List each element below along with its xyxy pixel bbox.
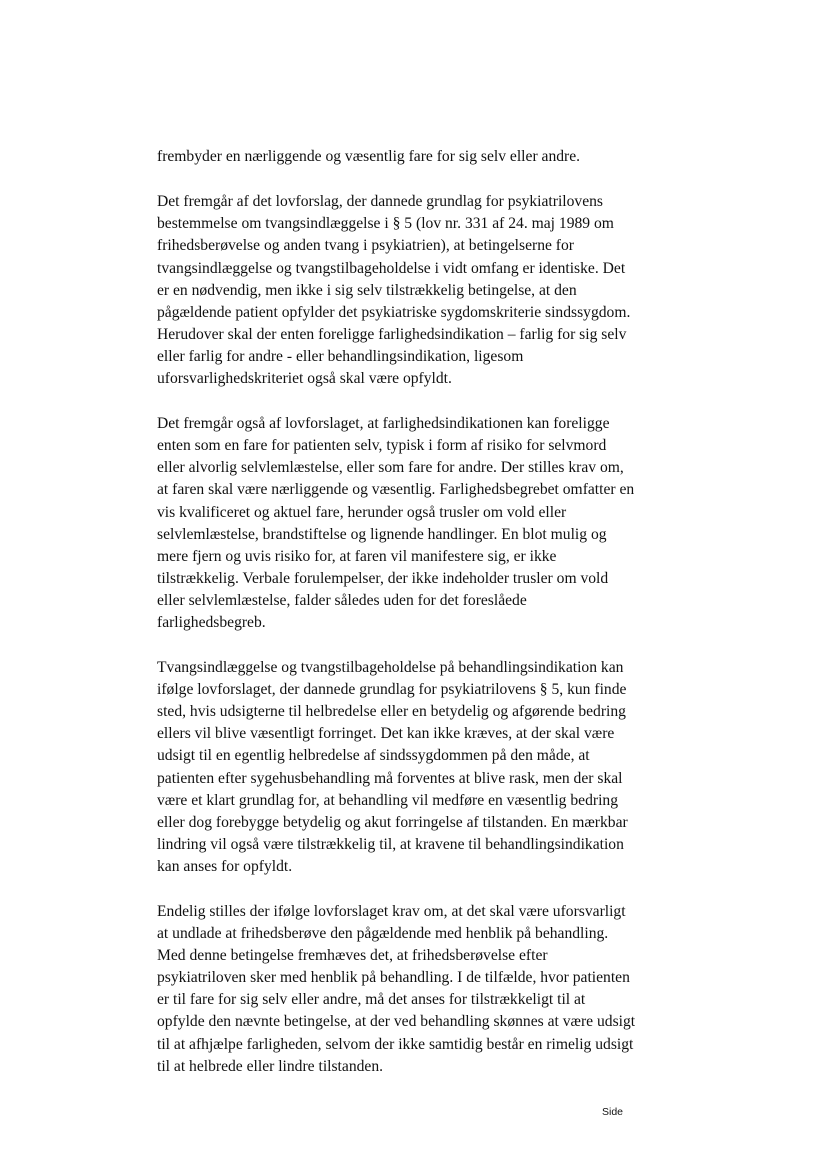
text-line: udsigt til en egentlig helbredelse af sindssygdommen på den måde, at bbox=[157, 747, 590, 764]
text-line: lindring vil også være tilstrækkelig til, at kravene til behandlingsindikation bbox=[157, 836, 624, 853]
text-line: uforsvarlighedskriteriet også skal være opfyldt. bbox=[157, 370, 452, 387]
text-line: eller dog forebygge betydelig og akut forringelse af tilstanden. En mærkbar bbox=[157, 814, 628, 831]
text-line: være et klart grundlag for, at behandling vil medføre en væsentlig bedring bbox=[157, 792, 618, 809]
text-line: til at afhjælpe farligheden, selvom der ikke samtidig består en rimelig udsigt bbox=[157, 1036, 634, 1053]
text-line: vis kvalificeret og aktuel fare, herunder også trusler om vold eller bbox=[157, 504, 567, 521]
text-line: patienten efter sygehusbehandling må forventes at blive rask, men der skal bbox=[157, 770, 623, 787]
text-line: at faren skal være nærliggende og væsentlig. Farlighedsbegrebet omfatter en bbox=[157, 481, 635, 498]
text-line: eller selvlemlæstelse, falder således uden for det foreslåede bbox=[157, 592, 527, 609]
text-line: pågældende patient opfylder det psykiatriske sygdomskriterie sindssygdom. bbox=[157, 304, 631, 321]
page-footer-label: Side bbox=[602, 1106, 624, 1118]
text-line: tilstrækkelig. Verbale forulempelser, der ikke indeholder trusler om vold bbox=[157, 570, 609, 587]
text-line: kan anses for opfyldt. bbox=[157, 858, 293, 875]
text-line: mere fjern og uvis risiko for, at faren vil manifestere sig, er ikke bbox=[157, 548, 557, 565]
text-line: ellers vil blive væsentligt forringet. Det kan ikke kræves, at der skal være bbox=[157, 725, 615, 742]
text-line: psykiatriloven sker med henblik på behandling. I de tilfælde, hvor patienten bbox=[157, 969, 630, 986]
text-line: Med denne betingelse fremhæves det, at frihedsberøvelse efter bbox=[157, 947, 548, 964]
text-line: tvangsindlæggelse og tvangstilbageholdelse i vidt omfang er identiske. Det bbox=[157, 260, 626, 277]
text-line: frihedsberøvelse og anden tvang i psykiatrien), at betingelserne for bbox=[157, 237, 574, 254]
text-line: til at helbrede eller lindre tilstanden. bbox=[157, 1058, 384, 1075]
text-line: er en nødvendig, men ikke i sig selv tilstrækkelig betingelse, at den bbox=[157, 282, 577, 299]
text-line: opfylde den nævnte betingelse, at der ved behandling skønnes at være udsigt bbox=[157, 1013, 636, 1030]
text-line: enten som en fare for patienten selv, typisk i form af risiko for selvmord bbox=[157, 437, 607, 454]
text-line: farlighedsbegreb. bbox=[157, 614, 266, 631]
text-line: Det fremgår af det lovforslag, der dannede grundlag for psykiatrilovens bbox=[157, 193, 603, 210]
text-line: Det fremgår også af lovforslaget, at farlighedsindikationen kan foreligge bbox=[157, 415, 610, 432]
text-line: Herudover skal der enten foreligge farlighedsindikation – farlig for sig selv bbox=[157, 326, 627, 343]
text-line: eller alvorlig selvlemlæstelse, eller som fare for andre. Der stilles krav om, bbox=[157, 459, 624, 476]
text-line: sted, hvis udsigterne til helbredelse eller en betydelig og afgørende bedring bbox=[157, 703, 626, 720]
text-line: frembyder en nærliggende og væsentlig fare for sig selv eller andre. bbox=[157, 148, 581, 165]
text-line: ifølge lovforslaget, der dannede grundlag for psykiatrilovens § 5, kun finde bbox=[157, 681, 627, 698]
text-line: Endelig stilles der ifølge lovforslaget krav om, at det skal være uforsvarligt bbox=[157, 903, 626, 920]
text-line: eller farlig for andre - eller behandlingsindikation, ligesom bbox=[157, 348, 524, 365]
text-line: selvlemlæstelse, brandstiftelse og lignende handlinger. En blot mulig og bbox=[157, 526, 607, 543]
text-line: bestemmelse om tvangsindlæggelse i § 5 (lov nr. 331 af 24. maj 1989 om bbox=[157, 215, 614, 232]
text-line: Tvangsindlæggelse og tvangstilbageholdelse på behandlingsindikation kan bbox=[157, 659, 624, 676]
text-line: at undlade at frihedsberøve den pågældende med henblik på behandling. bbox=[157, 925, 609, 942]
text-line: er til fare for sig selv eller andre, må det anses for tilstrækkeligt til at bbox=[157, 991, 586, 1008]
